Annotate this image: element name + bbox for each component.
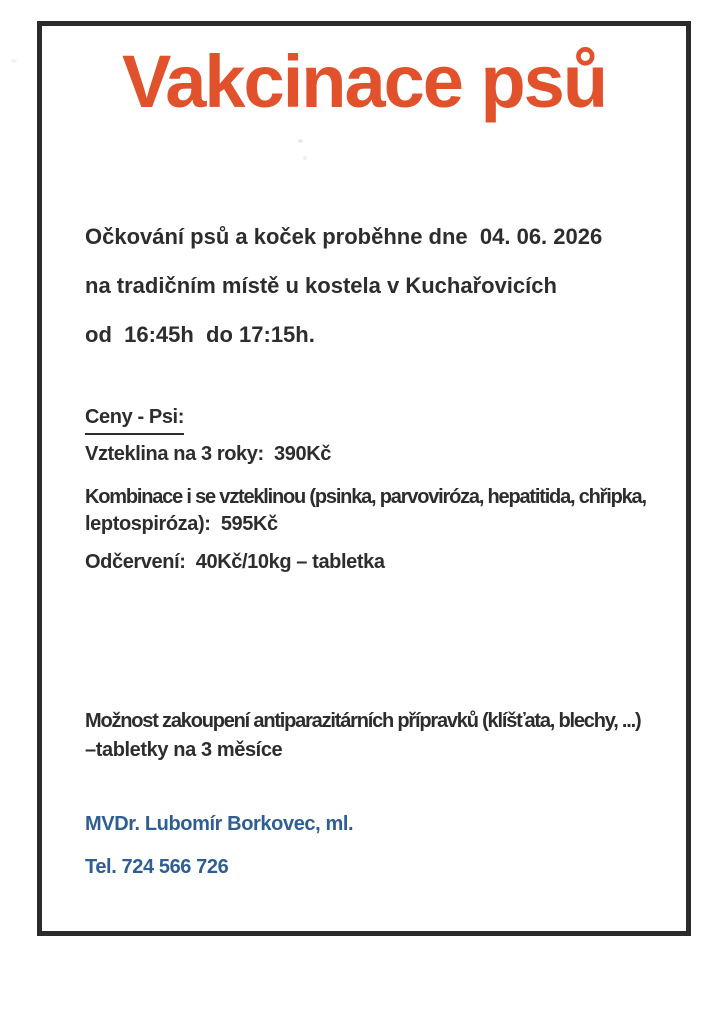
scan-speck xyxy=(303,156,307,160)
intro-line-place: na tradičním místě u kostela v Kuchařovicích xyxy=(85,273,557,298)
price-item-combo-line-1: Kombinace i se vzteklinou (psinka, parvoviróza, hepatitida, chřipka, xyxy=(85,486,646,508)
price-item-deworming: Odčervení: 40Kč/10kg – tabletka xyxy=(85,551,385,573)
contact-phone: Tel. 724 566 726 xyxy=(85,856,229,878)
prices-heading xyxy=(85,403,675,435)
scan-speck xyxy=(298,139,303,143)
page-title: Vakcinace psů xyxy=(121,40,607,123)
prices-heading-label: Ceny - Psi: xyxy=(85,403,184,435)
price-item-combo-line-2: leptospiróza): 595Kč xyxy=(85,513,278,535)
price-item-combo xyxy=(85,484,675,538)
document-border-frame xyxy=(37,21,691,936)
scan-speck xyxy=(11,59,17,63)
intro-paragraph xyxy=(85,212,665,359)
antiparasitic-note-line-1: Možnost zakoupení antiparazitárních přípravků (klíšťata, blechy, ...) xyxy=(85,710,641,732)
contact-name: MVDr. Lubomír Borkovec, ml. xyxy=(85,813,354,835)
antiparasitic-note-line-2: –tabletky na 3 měsíce xyxy=(85,739,283,761)
intro-line-time: od 16:45h do 17:15h. xyxy=(85,322,315,347)
intro-line-date: Očkování psů a koček proběhne dne 04. 06. 2026 xyxy=(85,224,603,249)
price-item-rabies: Vzteklina na 3 roky: 390Kč xyxy=(85,443,331,465)
antiparasitic-note xyxy=(85,707,675,765)
